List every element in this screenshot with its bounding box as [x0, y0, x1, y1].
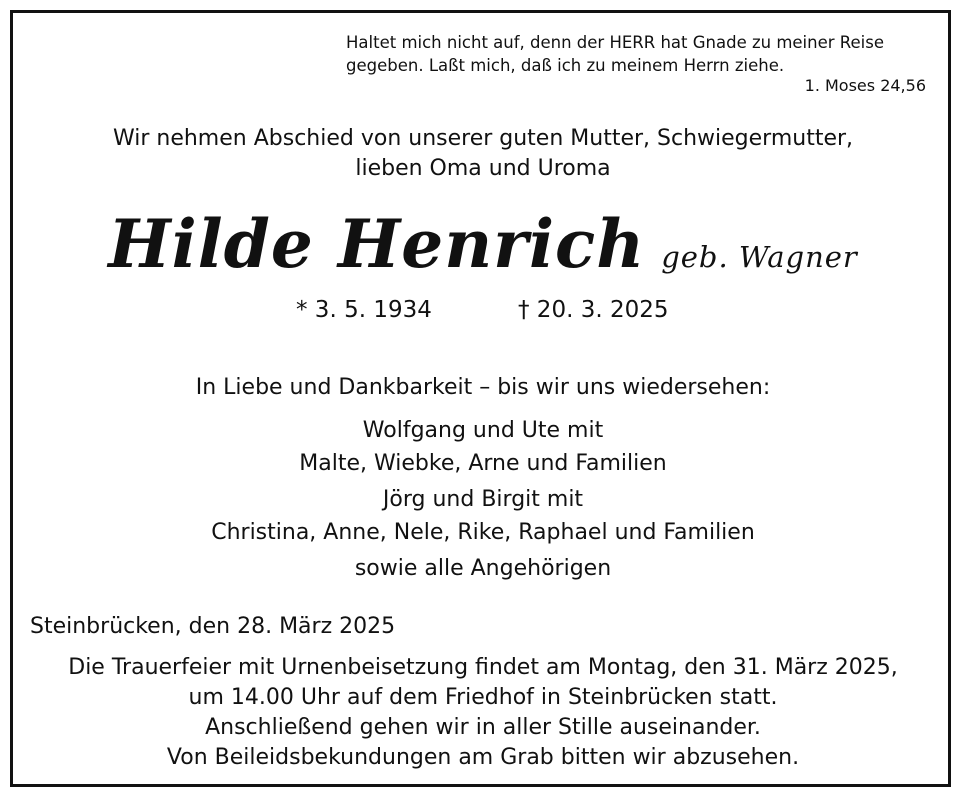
mourners-list	[0, 414, 966, 585]
mourners-group-2-line-1: Jörg und Birgit mit	[382, 487, 584, 512]
mourners-group-1-line-1: Wolfgang und Ute mit	[362, 418, 604, 443]
ceremony-line-2: um 14.00 Uhr auf dem Friedhof in Steinbrücken statt.	[188, 685, 778, 710]
dedication-text: In Liebe und Dankbarkeit – bis wir uns wiedersehen:	[195, 375, 771, 400]
birth-date: * 3. 5. 1934	[296, 297, 432, 323]
farewell-intro-line-1: Wir nehmen Abschied von unserer guten Mutter, Schwiegermutter,	[112, 126, 854, 151]
bible-verse-reference: 1. Moses 24,56	[804, 76, 926, 95]
deceased-maiden-name: geb. Wagner	[661, 240, 858, 274]
deceased-name-row	[0, 205, 966, 283]
ceremony-line-1: Die Trauerfeier mit Urnenbeisetzung findet am Montag, den 31. März 2025,	[68, 655, 898, 680]
place-and-date: Steinbrücken, den 28. März 2025	[30, 614, 396, 639]
ceremony-details	[0, 653, 966, 773]
farewell-intro-line-2: lieben Oma und Uroma	[355, 156, 611, 181]
mourners-group-1-line-2: Malte, Wiebke, Arne und Familien	[299, 451, 667, 476]
ceremony-line-3: Anschließend gehen wir in aller Stille auseinander.	[205, 715, 761, 740]
ceremony-line-4: Von Beileidsbekundungen am Grab bitten wir abzusehen.	[166, 745, 800, 770]
death-date: † 20. 3. 2025	[518, 297, 669, 323]
deceased-name: Hilde Henrich	[108, 205, 646, 283]
bible-verse: Haltet mich nicht auf, denn der HERR hat Gnade zu meiner Reise gegeben. Laßt mich, daß ich zu meinem Herrn ziehe.	[346, 33, 884, 75]
mourners-group-2-line-2: Christina, Anne, Nele, Rike, Raphael und Familien	[211, 520, 755, 545]
farewell-intro	[0, 124, 966, 184]
mourners-others: sowie alle Angehörigen	[354, 556, 612, 581]
